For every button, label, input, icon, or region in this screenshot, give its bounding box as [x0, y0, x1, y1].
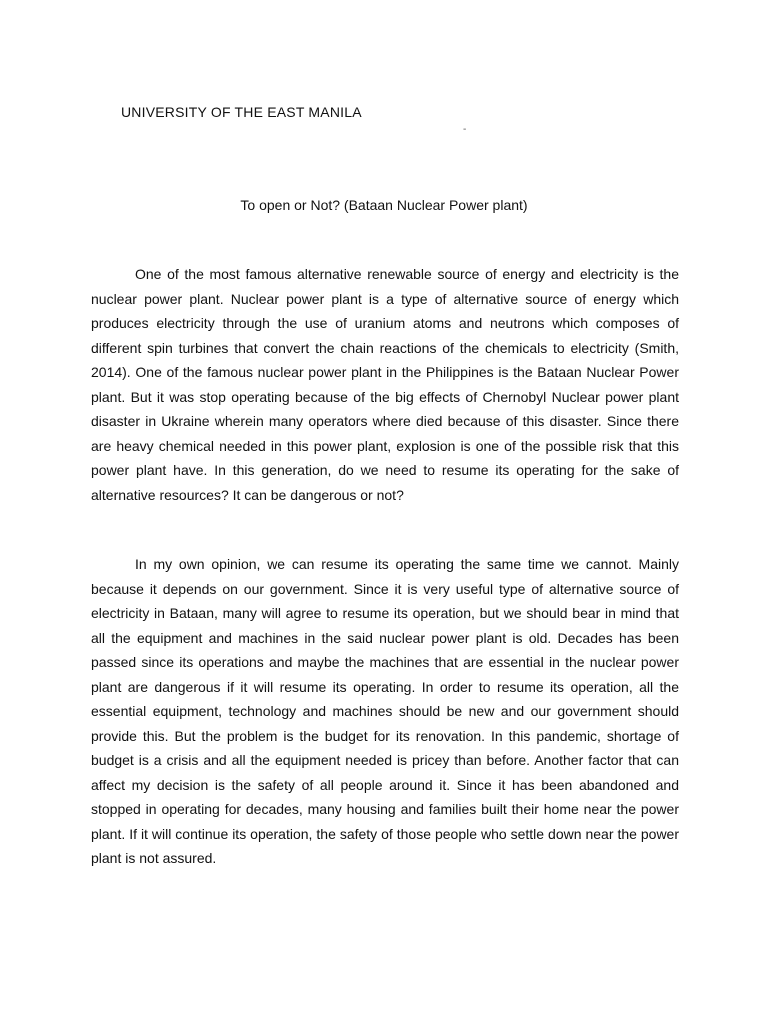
paragraph-intro: One of the most famous alternative renewable source of energy and electricity is the nuclear power plant. Nuclear power plant is a type of alternative source of energy which produces electricity through the use of uranium atoms and neutrons which composes of different spin turbines that convert the chain reactions of the chemicals to electricity (Smith, 2014). One of the famous nuclear power plant in the Philippines is the Bataan Nuclear Power plant. But it was stop operating because of the big effects of Chernobyl Nuclear power plant disaster in Ukraine wherein many operators where died because of this disaster. Since there are heavy chemical needed in this power plant, explosion is one of the possible risk that this power plant have. In this generation, do we need to resume its operating for the sake of alternative resources? It can be dangerous or not? — [91, 266, 679, 503]
university-header: UNIVERSITY OF THE EAST MANILA — [121, 104, 362, 120]
essay-title: To open or Not? (Bataan Nuclear Power plant) — [240, 197, 528, 213]
stray-mark: - — [463, 124, 467, 135]
paragraph-opinion: In my own opinion, we can resume its operating the same time we cannot. Mainly because it depends on our government. Since it is very useful type of alternative source of electricity in Bataan, many will agree to resume its operation, but we should bear in mind that all the equipment and machines in the said nuclear power plant is old. Decades has been passed since its operations and maybe the machines that are essential in the nuclear power plant are dangerous if it will resume its operating. In order to resume its operation, all the essential equipment, technology and machines should be new and our government should provide this. But the problem is the budget for its renovation. In this pandemic, shortage of budget is a crisis and all the equipment needed is pricey than before. Another factor that can affect my decision is the safety of all people around it. Since it has been abandoned and stopped in operating for decades, many housing and families built their home near the power plant. If it will continue its operation, the safety of those people who settle down near the power plant is not assured. — [91, 556, 679, 866]
